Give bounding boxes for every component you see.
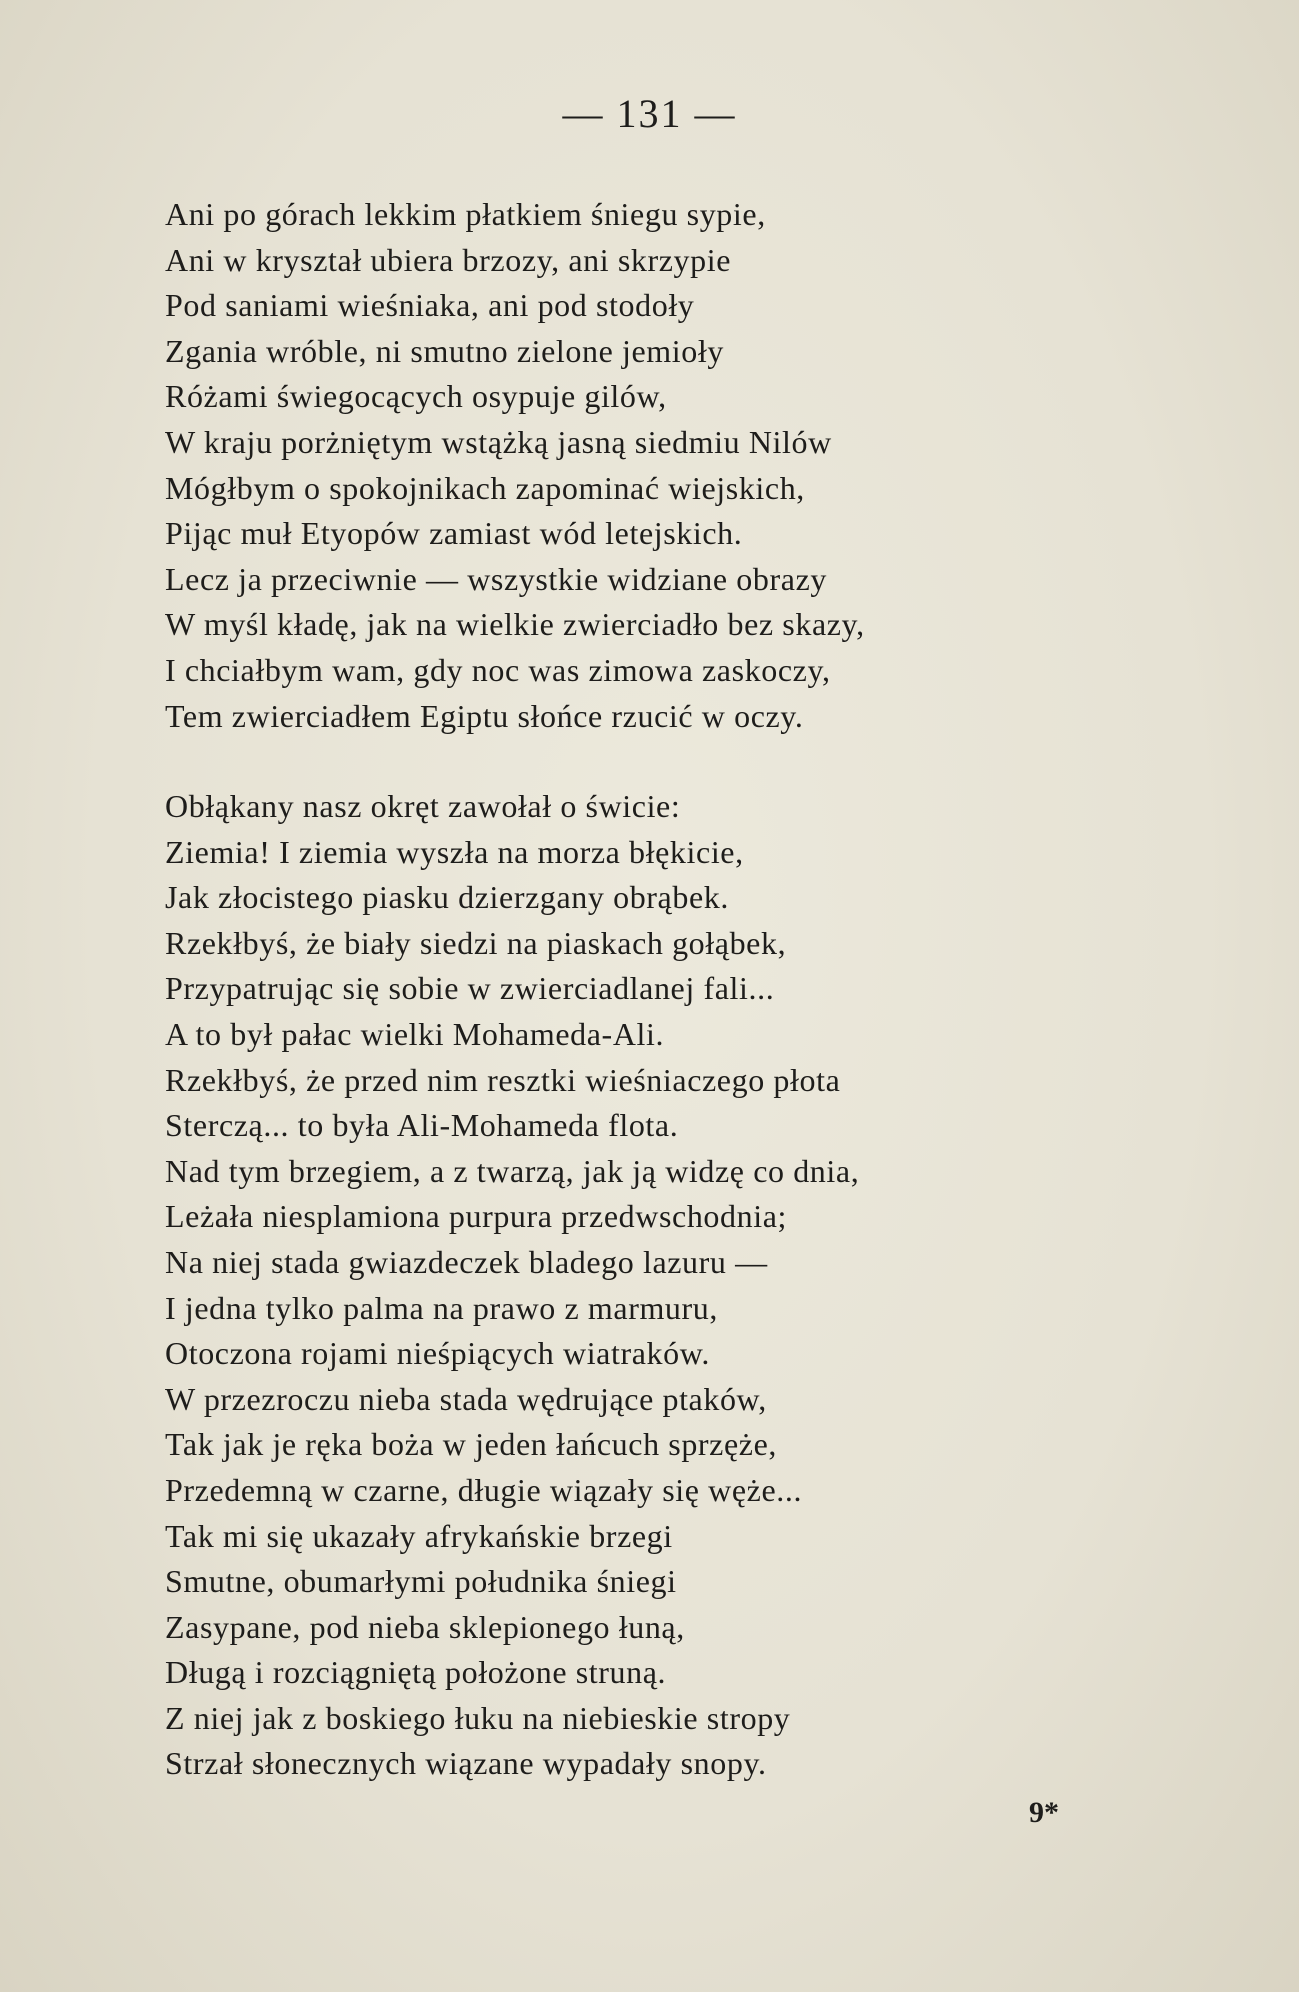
- verse-line: Jak złocistego piasku dzierzgany obrąbek.: [165, 879, 729, 916]
- verse-line: Tak mi się ukazały afrykańskie brzegi: [165, 1517, 673, 1554]
- verse-line: Ani w kryształ ubiera brzozy, ani skrzypie: [165, 241, 732, 278]
- page-number-header: — 131 —: [562, 91, 737, 136]
- verse-line: W przezroczu nieba stada wędrujące ptaków,: [165, 1380, 767, 1417]
- verse-line: Rzekłbyś, że przed nim resztki wieśniaczego płota: [165, 1061, 841, 1098]
- verse-line: Pod saniami wieśniaka, ani pod stodoły: [165, 287, 695, 324]
- verse-line: Sterczą... to była Ali-Mohameda flota.: [165, 1107, 679, 1144]
- verse-line: Ani po górach lekkim płatkiem śniegu sypie,: [165, 196, 766, 232]
- verse-line: Obłąkany nasz okręt zawołał o świcie:: [165, 788, 681, 824]
- verse-line: Strzał słonecznych wiązane wypadały snopy.: [165, 1745, 767, 1782]
- verse-line: Na niej stada gwiazdeczek bladego lazuru —: [165, 1243, 768, 1280]
- verse-line: Różami świegocących osypuje gilów,: [165, 378, 667, 415]
- verse-line: Długą i rozciągniętą położone struną.: [165, 1654, 667, 1691]
- verse-line: Przypatrując się sobie w zwierciadlanej fali...: [165, 970, 775, 1007]
- verse-line: Zasypane, pod nieba sklepionego łuną,: [165, 1608, 685, 1645]
- verse-line: Z niej jak z boskiego łuku na niebieskie stropy: [165, 1699, 791, 1736]
- signature-mark: 9*: [1029, 1796, 1059, 1829]
- verse-line: W kraju porżniętym wstążką jasną siedmiu Nilów: [165, 423, 832, 460]
- verse-line: Leżała niesplamiona purpura przedwschodnia;: [165, 1198, 788, 1235]
- verse-line: Ziemia! I ziemia wyszła na morza błękicie,: [165, 833, 744, 870]
- verse-line: Rzekłbyś, że biały siedzi na piaskach gołąbek,: [165, 924, 787, 961]
- verse-line: Pijąc muł Etyopów zamiast wód letejskich.: [165, 515, 743, 552]
- verse-line: I chciałbym wam, gdy noc was zimowa zaskoczy,: [165, 651, 831, 688]
- verse-line: Smutne, obumarłymi południka śniegi: [165, 1563, 677, 1600]
- verse-line: A to był pałac wielki Mohameda-Ali.: [165, 1015, 665, 1052]
- stanza-1: [165, 192, 1165, 739]
- stanza-2: [165, 784, 1165, 1787]
- verse-line: Otoczona rojami nieśpiących wiatraków.: [165, 1335, 710, 1372]
- verse-line: Lecz ja przeciwnie — wszystkie widziane obrazy: [165, 560, 827, 597]
- verse-line: I jedna tylko palma na prawo z marmuru,: [165, 1289, 718, 1326]
- verse-line: Tak jak je ręka boża w jeden łańcuch sprzęże,: [165, 1426, 777, 1463]
- verse-line: Tem zwierciadłem Egiptu słońce rzucić w oczy.: [165, 697, 804, 734]
- verse-line: Nad tym brzegiem, a z twarzą, jak ją widzę co dnia,: [165, 1152, 860, 1189]
- verse-line: Przedemną w czarne, długie wiązały się węże...: [165, 1471, 803, 1508]
- verse-line: Zgania wróble, ni smutno zielone jemioły: [165, 332, 724, 369]
- verse-line: Mógłbym o spokojnikach zapominać wiejskich,: [165, 469, 805, 506]
- verse-line: W myśl kładę, jak na wielkie zwierciadło bez skazy,: [165, 606, 865, 643]
